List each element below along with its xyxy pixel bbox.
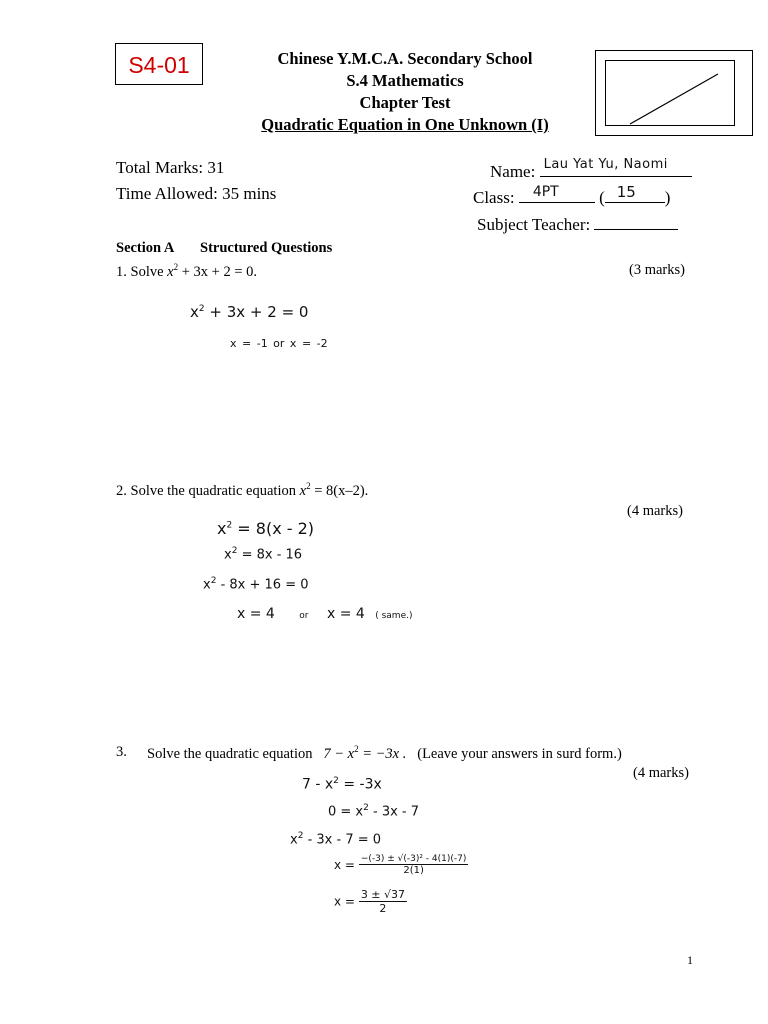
q3-eq-right: = −3x . [362, 745, 407, 762]
q2-w2-exp: 2 [231, 546, 238, 556]
q3-exp: 2 [354, 744, 359, 754]
q3-w1-exp: 2 [333, 776, 339, 786]
section-title: Structured Questions [200, 240, 333, 256]
q2-w2-var: x [224, 547, 232, 563]
q3-number: 3. [116, 744, 127, 760]
q2-w3-rest: - 8x + 16 = 0 [220, 577, 309, 593]
q3-w4-denominator: 2(1) [403, 865, 424, 876]
q2-w1-exp: 2 [226, 520, 233, 531]
q1-work-var: x [190, 303, 199, 321]
name-label: Name: [490, 162, 536, 181]
q2-w4-or: or [299, 611, 309, 621]
class-number-open: ( [599, 188, 605, 207]
q3-w5-fraction [359, 888, 407, 915]
q2-work-line3 [203, 576, 309, 592]
q2-w4-a: x = 4 [237, 606, 275, 622]
teacher-row [477, 211, 678, 235]
q1-work-exp: 2 [198, 304, 205, 314]
q3-w4-numerator: −(-3) ± √(-3)² - 4(1)(-7) [360, 854, 467, 864]
name-row [490, 158, 692, 182]
class-label: Class: [473, 188, 515, 207]
class-number: 15 [616, 183, 636, 201]
q1-work-line1 [190, 303, 308, 321]
class-number-close: ) [664, 188, 671, 207]
q3-work-line4 [334, 854, 468, 876]
page-number: 1 [687, 953, 693, 967]
q2-w1-var: x [217, 519, 227, 538]
q2-lead: 2. Solve the quadratic equation [116, 482, 296, 499]
q3-text [147, 744, 622, 763]
q3-w4-lhs: x = [334, 858, 355, 872]
q2-exp: 2 [306, 481, 311, 491]
q3-w2-exp: 2 [363, 803, 369, 813]
q3-instruction: (Leave your answers in surd form.) [417, 745, 622, 762]
q3-w2-a: 0 = x [328, 804, 364, 820]
q3-work-line3 [290, 831, 381, 847]
class-number-field [605, 184, 665, 203]
q3-w1-a: 7 - x [302, 776, 334, 793]
q3-lead: Solve the quadratic equation [147, 745, 313, 762]
q2-marks: (4 marks) [627, 503, 683, 519]
q2-work-line1 [217, 519, 314, 538]
q1-exp: 2 [173, 262, 179, 272]
q2-work-line2 [224, 546, 302, 562]
q3-w4-fraction [359, 854, 469, 876]
school-name: Chinese Y.M.C.A. Secondary School [277, 49, 533, 68]
q1-text [116, 262, 257, 281]
q3-w2-b: - 3x - 7 [373, 804, 420, 820]
q3-eq-left: 7 − x [323, 745, 355, 762]
q2-var: x [299, 482, 307, 499]
title-block [200, 48, 610, 136]
teacher-field [594, 211, 678, 230]
q3-w1-b: = -3x [343, 776, 382, 793]
class-value: 4PT [532, 184, 559, 200]
q1-number: 1. Solve [116, 263, 164, 280]
q2-w4-b: x = 4 [326, 606, 365, 622]
q1-var: x [167, 263, 174, 280]
time-allowed: Time Allowed: 35 mins [116, 184, 277, 203]
section-label: Section A [116, 240, 175, 256]
q3-work-line2 [328, 803, 419, 819]
total-marks: Total Marks: 31 [116, 158, 225, 177]
teacher-label: Subject Teacher: [477, 215, 591, 234]
q2-text [116, 481, 368, 500]
subject-name: S.4 Mathematics [346, 71, 464, 90]
q2-w2-rest: = 8x - 16 [241, 547, 303, 563]
q3-w5-lhs: x = [334, 894, 355, 909]
q2-w1-rest: = 8(x - 2) [237, 519, 315, 538]
class-field [519, 184, 595, 203]
score-slash [605, 60, 735, 126]
q1-work-line2: x = -1 or x = -2 [230, 337, 328, 350]
q2-eq: = 8(x–2). [314, 482, 369, 499]
q3-marks: (4 marks) [633, 765, 689, 781]
q2-w3-exp: 2 [210, 576, 217, 586]
paper-code-box: S4-01 [115, 43, 203, 85]
q3-w5-denominator: 2 [379, 902, 387, 915]
topic-name: Quadratic Equation in One Unknown (I) [261, 115, 549, 134]
q3-w5-numerator: 3 ± √37 [360, 888, 406, 901]
q3-work-line5 [334, 888, 407, 915]
q3-w3-b: - 3x - 7 = 0 [307, 832, 382, 848]
q1-eq-rest: + 3x + 2 = 0. [181, 263, 258, 280]
class-row [473, 184, 670, 208]
name-field [540, 158, 692, 177]
q3-w3-exp: 2 [297, 831, 304, 841]
test-name: Chapter Test [359, 93, 451, 112]
name-value: Lau Yat Yu, Naomi [543, 157, 668, 172]
q1-work-rest: + 3x + 2 = 0 [209, 303, 309, 321]
q2-w4-note: ( same.) [375, 611, 413, 621]
q2-w3-var: x [203, 577, 211, 593]
q3-work-line1 [302, 776, 382, 793]
q1-marks: (3 marks) [629, 262, 685, 278]
q2-work-line4 [237, 606, 413, 622]
q3-w3-a: x [290, 832, 298, 848]
